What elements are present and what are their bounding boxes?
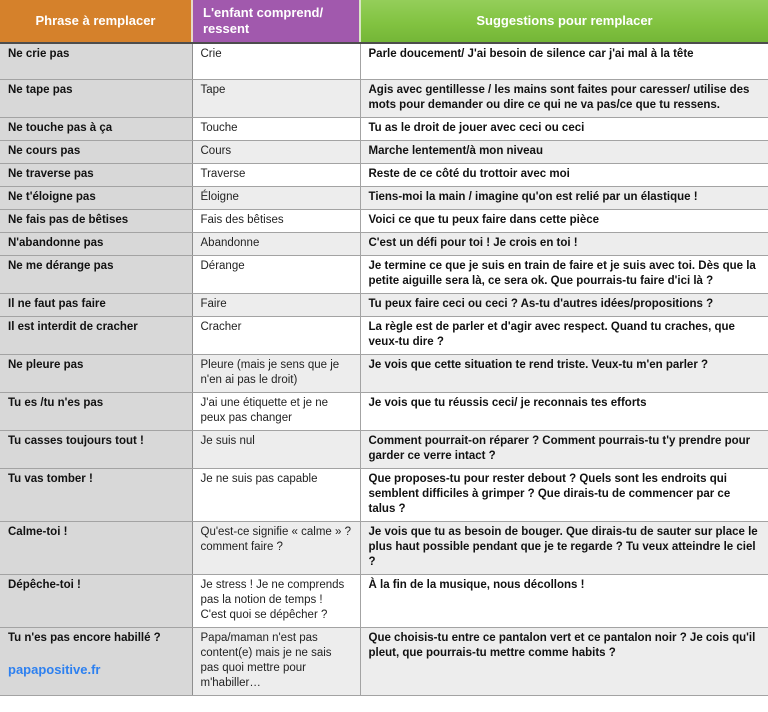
table-row: [0, 232, 768, 255]
child-feels-cell: Je suis nul: [192, 430, 360, 468]
phrase-text: Tu vas tomber !: [8, 472, 93, 485]
child-feels-cell: Faire: [192, 293, 360, 316]
phrase-text: Il ne faut pas faire: [8, 297, 106, 310]
suggestion-cell: À la fin de la musique, nous décollons !: [360, 574, 768, 627]
phrase-cell: [0, 186, 192, 209]
phrase-text: Tu es /tu n'es pas: [8, 396, 104, 409]
phrase-text: N'abandonne pas: [8, 236, 104, 249]
phrase-text: Ne traverse pas: [8, 167, 94, 180]
phrase-text: Ne me dérange pas: [8, 259, 114, 272]
suggestion-cell: Voici ce que tu peux faire dans cette pièce: [360, 209, 768, 232]
table-row: [0, 430, 768, 468]
phrase-cell: [0, 140, 192, 163]
suggestion-cell: Que choisis-tu entre ce pantalon vert et ce pantalon noir ? Je cois qu'il pleut, que pourrais-tu mettre comme habits ?: [360, 627, 768, 695]
table-row: [0, 255, 768, 293]
phrase-text: Il est interdit de cracher: [8, 320, 138, 333]
suggestion-cell: Comment pourrait-on réparer ? Comment pourrais-tu t'y prendre pour garder ce verre intact ?: [360, 430, 768, 468]
phrase-text: Calme-toi !: [8, 525, 68, 538]
phrase-cell: [0, 79, 192, 117]
child-feels-cell: Tape: [192, 79, 360, 117]
phrase-text: Tu casses toujours tout !: [8, 434, 144, 447]
suggestion-cell: Tu peux faire ceci ou ceci ? As-tu d'autres idées/propositions ?: [360, 293, 768, 316]
table-body: [0, 43, 768, 695]
suggestion-cell: Marche lentement/à mon niveau: [360, 140, 768, 163]
suggestion-cell: Je vois que tu réussis ceci/ je reconnais tes efforts: [360, 392, 768, 430]
table-header: [0, 0, 768, 43]
child-feels-cell: Fais des bêtises: [192, 209, 360, 232]
child-feels-cell: Abandonne: [192, 232, 360, 255]
phrase-text: Ne pleure pas: [8, 358, 84, 371]
child-feels-cell: J'ai une étiquette et je ne peux pas changer: [192, 392, 360, 430]
phrase-cell: [0, 43, 192, 79]
phrase-cell: [0, 627, 192, 695]
phrase-cell: [0, 293, 192, 316]
child-feels-cell: Touche: [192, 117, 360, 140]
suggestion-cell: Agis avec gentillesse / les mains sont faites pour caresser/ utilise des mots pour demander ou dire ce qui ne va pas/ce que tu ressens.: [360, 79, 768, 117]
child-feels-cell: Crie: [192, 43, 360, 79]
table-row: [0, 354, 768, 392]
column-header-child-feels: L'enfant comprend/ ressent: [192, 0, 360, 43]
table-row: [0, 627, 768, 695]
child-feels-cell: Traverse: [192, 163, 360, 186]
child-feels-cell: Papa/maman n'est pas content(e) mais je ne sais pas quoi mettre pour m'habiller…: [192, 627, 360, 695]
table-row: [0, 117, 768, 140]
suggestion-cell: Je vois que tu as besoin de bouger. Que dirais-tu de sauter sur place le plus haut possible pendant que je te regarde ? Tu veux atteindre le ciel ?: [360, 521, 768, 574]
phrase-cell: [0, 574, 192, 627]
suggestion-cell: Tiens-moi la main / imagine qu'on est relié par un élastique !: [360, 186, 768, 209]
suggestion-cell: Tu as le droit de jouer avec ceci ou ceci: [360, 117, 768, 140]
table-row: [0, 468, 768, 521]
suggestion-cell: La règle est de parler et d'agir avec respect. Quand tu craches, que veux-tu dire ?: [360, 316, 768, 354]
table-row: [0, 79, 768, 117]
child-feels-cell: Dérange: [192, 255, 360, 293]
table-row: [0, 392, 768, 430]
child-feels-cell: Je ne suis pas capable: [192, 468, 360, 521]
table-row: [0, 209, 768, 232]
phrase-cell: [0, 430, 192, 468]
phrase-text: Ne t'éloigne pas: [8, 190, 96, 203]
table-row: [0, 574, 768, 627]
table-row: [0, 293, 768, 316]
phrase-text: Ne crie pas: [8, 48, 70, 60]
table-row: [0, 316, 768, 354]
site-link[interactable]: papapositive.fr: [8, 661, 101, 677]
child-feels-cell: Éloigne: [192, 186, 360, 209]
child-feels-cell: Je stress ! Je ne comprends pas la notion de temps ! C'est quoi se dépêcher ?: [192, 574, 360, 627]
table-row: [0, 163, 768, 186]
phrase-cell: [0, 521, 192, 574]
phrase-cell: [0, 117, 192, 140]
child-feels-cell: Pleure (mais je sens que je n'en ai pas le droit): [192, 354, 360, 392]
suggestion-cell: Que proposes-tu pour rester debout ? Quels sont les endroits qui semblent difficiles à grimper ? Que dirais-tu de commencer par ce talus ?: [360, 468, 768, 521]
phrase-text: Tu n'es pas encore habillé ?: [8, 631, 161, 644]
column-header-suggestions: Suggestions pour remplacer: [360, 0, 768, 43]
table-row: [0, 521, 768, 574]
phrase-cell: [0, 163, 192, 186]
child-feels-cell: Qu'est-ce signifie « calme » ? comment faire ?: [192, 521, 360, 574]
phrase-cell: [0, 392, 192, 430]
phrase-cell: [0, 232, 192, 255]
suggestion-cell: Reste de ce côté du trottoir avec moi: [360, 163, 768, 186]
phrase-text: Ne cours pas: [8, 144, 81, 157]
phrase-cell: [0, 316, 192, 354]
phrase-text: Ne touche pas à ça: [8, 121, 113, 134]
phrase-text: Ne tape pas: [8, 83, 73, 96]
phrase-text: Dépêche-toi !: [8, 578, 81, 591]
phrase-cell: [0, 255, 192, 293]
table-row: [0, 186, 768, 209]
phrase-cell: [0, 354, 192, 392]
phrase-cell: [0, 468, 192, 521]
table-row: [0, 140, 768, 163]
suggestion-cell: Je vois que cette situation te rend triste. Veux-tu m'en parler ?: [360, 354, 768, 392]
suggestion-cell: Parle doucement/ J'ai besoin de silence car j'ai mal à la tête: [360, 43, 768, 79]
phrase-cell: [0, 209, 192, 232]
suggestion-cell: Je termine ce que je suis en train de faire et je suis avec toi. Dès que la petite aiguille sera là, ce sera ok. Que pourrais-tu faire d'ici là ?: [360, 255, 768, 293]
phrase-text: Ne fais pas de bêtises: [8, 213, 129, 226]
table-row: [0, 43, 768, 79]
child-feels-cell: Cours: [192, 140, 360, 163]
suggestion-cell: C'est un défi pour toi ! Je crois en toi !: [360, 232, 768, 255]
child-feels-cell: Cracher: [192, 316, 360, 354]
column-header-phrase: Phrase à remplacer: [0, 0, 192, 43]
